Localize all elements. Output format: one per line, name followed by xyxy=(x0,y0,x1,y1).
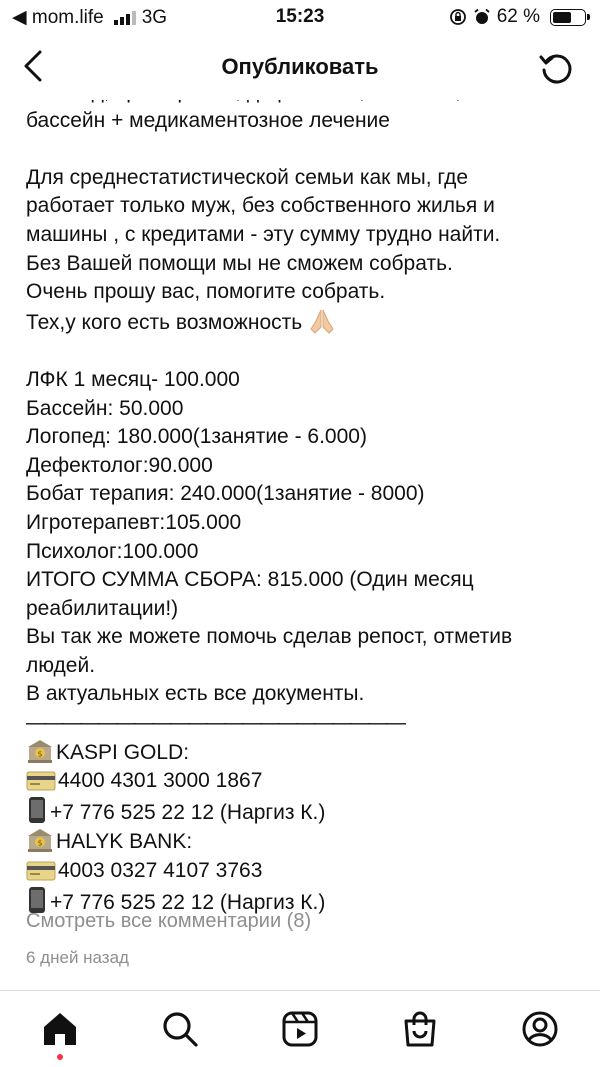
shop-icon xyxy=(400,1009,440,1049)
payment-line xyxy=(26,738,586,768)
caption-line: Без Вашей помощи мы не сможем собрать. xyxy=(26,251,453,275)
caption-line: Вы так же можете помочь сделав репост, отметив xyxy=(26,625,513,649)
caption-line: Бассейн: 50.000 xyxy=(26,396,184,420)
tab-shop[interactable] xyxy=(400,1009,440,1049)
mobile-phone-icon xyxy=(26,796,48,824)
search-icon xyxy=(160,1009,200,1049)
caption-line: Дефектолог:90.000 xyxy=(26,453,213,477)
caption-line: Очень прошу вас, помогите собрать. xyxy=(26,280,386,304)
tab-profile[interactable] xyxy=(520,1009,560,1049)
battery-percent: 62 % xyxy=(496,6,540,27)
header xyxy=(0,36,600,100)
payment-line xyxy=(26,827,586,857)
praying-hands-icon xyxy=(308,307,336,335)
caption-line: Психолог:100.000 xyxy=(26,539,199,563)
payment-text: 4003 0327 4107 3763 xyxy=(58,859,263,883)
caption-line: работает только муж, без собственного жилья и xyxy=(26,194,495,218)
payment-line xyxy=(26,796,586,828)
reels-icon xyxy=(280,1009,320,1049)
battery-icon xyxy=(550,9,586,26)
tab-bar xyxy=(0,990,600,1067)
divider-line: ————————————————————— xyxy=(26,712,404,735)
network-label: 3G xyxy=(141,6,168,28)
status-bar xyxy=(0,0,600,36)
payment-text: HALYK BANK: xyxy=(56,830,193,854)
caption-line: бассейн + медикаментозное лечение xyxy=(26,108,390,132)
notification-dot xyxy=(57,1054,63,1060)
profile-icon xyxy=(520,1009,560,1049)
credit-card-icon xyxy=(26,860,56,882)
payment-text: +7 776 525 22 12 (Наргиз К.) xyxy=(50,890,326,914)
bank-icon xyxy=(26,738,54,764)
payment-line xyxy=(26,857,586,886)
post-date: 6 дней назад xyxy=(26,948,129,967)
svg-text:$: $ xyxy=(37,749,43,759)
caption-line: Логопед: 180.000(1занятие - 6.000) xyxy=(26,425,367,449)
caption-line: ЛФК 1 месяц- 100.000 xyxy=(26,367,240,391)
status-time: 15:23 xyxy=(275,6,325,27)
caption-text: Тех,у кого есть возможность xyxy=(26,310,303,334)
credit-card-icon xyxy=(26,770,56,792)
caption-line: людей. xyxy=(26,653,96,677)
orientation-lock-icon xyxy=(449,8,467,26)
caption-line: ИТОГО СУММА СБОРА: 815.000 (Один месяц xyxy=(26,568,474,592)
caption-line: реабилитации!) xyxy=(26,596,179,620)
payment-line xyxy=(26,767,586,796)
svg-text:$: $ xyxy=(37,838,43,848)
bank-icon xyxy=(26,827,54,853)
caption-line: Для среднестатистической семьи как мы, где xyxy=(26,165,469,189)
status-right xyxy=(449,6,586,28)
home-icon xyxy=(40,1009,80,1049)
caption-line xyxy=(26,307,586,338)
tab-reels[interactable] xyxy=(280,1009,320,1049)
caption-line: машины , с кредитами - эту сумму трудно найти. xyxy=(26,222,501,246)
payment-text: +7 776 525 22 12 (Наргиз К.) xyxy=(50,800,326,824)
tab-search[interactable] xyxy=(160,1009,200,1049)
tab-home[interactable] xyxy=(40,1009,80,1049)
page-title: Опубликовать xyxy=(221,54,379,79)
view-comments-link[interactable]: Смотреть все комментарии (8) xyxy=(26,910,312,932)
caption-line: Игротерапевт:105.000 xyxy=(26,510,242,534)
caption-line: Бобат терапия: 240.000(1занятие - 8000) xyxy=(26,482,425,506)
alarm-icon xyxy=(473,8,491,26)
refresh-icon xyxy=(536,48,576,88)
payment-text: 4400 4301 3000 1867 xyxy=(58,769,263,793)
payment-text: KASPI GOLD: xyxy=(56,740,190,764)
caption-line: В актуальных есть все документы. xyxy=(26,682,365,706)
carrier-label: ◀ mom.life xyxy=(12,7,104,28)
post-caption xyxy=(26,90,586,980)
refresh-button[interactable] xyxy=(536,48,576,88)
